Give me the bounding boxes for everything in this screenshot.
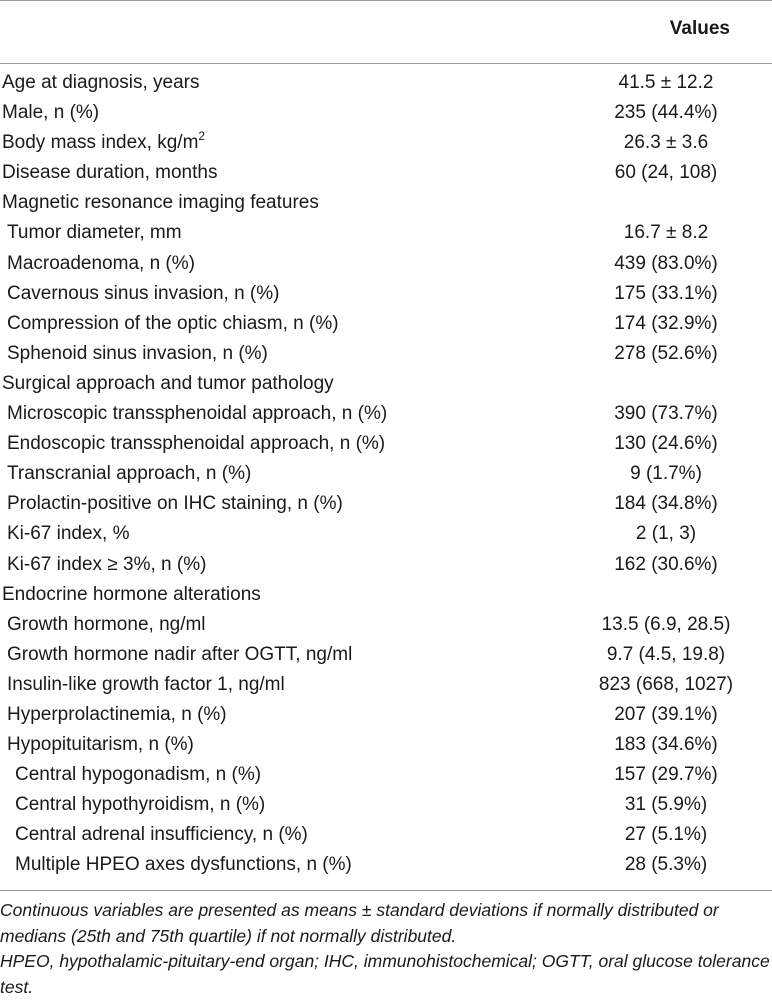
row-label bbox=[7, 519, 130, 549]
table-row bbox=[0, 700, 772, 730]
section-label bbox=[2, 369, 334, 399]
row-value: 235 (44.4%) bbox=[614, 102, 718, 124]
row-label-text: Compression of the optic chiasm, n (%) bbox=[7, 312, 339, 334]
row-label-text: Hyperprolactinemia, n (%) bbox=[7, 703, 227, 725]
section-header-row bbox=[0, 580, 772, 610]
row-label bbox=[7, 339, 268, 369]
row-value: 9 (1.7%) bbox=[630, 463, 702, 485]
header-divider-rule bbox=[0, 63, 772, 64]
row-label-text: Central hypogonadism, n (%) bbox=[15, 764, 262, 786]
table-row bbox=[0, 820, 772, 850]
row-label-text: Cavernous sinus invasion, n (%) bbox=[7, 282, 280, 304]
table-row bbox=[0, 670, 772, 700]
table-row bbox=[0, 429, 772, 459]
row-label bbox=[7, 670, 285, 700]
row-value: 16.7 ± 8.2 bbox=[623, 222, 709, 244]
row-value: 2 (1, 3) bbox=[635, 523, 697, 545]
table-row bbox=[0, 850, 772, 880]
row-label-text: Central adrenal insufficiency, n (%) bbox=[15, 824, 308, 846]
row-value: 9.7 (4.5, 19.8) bbox=[606, 643, 726, 665]
row-label-text: Microscopic transsphenoidal approach, n (%) bbox=[7, 403, 388, 425]
row-label-text: Endocrine hormone alterations bbox=[2, 583, 261, 605]
row-value: 60 (24, 108) bbox=[614, 162, 718, 184]
row-label bbox=[2, 98, 99, 128]
table-row bbox=[0, 399, 772, 429]
row-value: 390 (73.7%) bbox=[614, 403, 718, 425]
table-row bbox=[0, 218, 772, 248]
table-row bbox=[0, 158, 772, 188]
row-label bbox=[7, 399, 387, 429]
table-row bbox=[0, 339, 772, 369]
row-label-text: Disease duration, months bbox=[2, 162, 218, 184]
table-row bbox=[0, 459, 772, 489]
row-label-text: Body mass index, kg/m bbox=[2, 132, 199, 154]
row-value: 27 (5.1%) bbox=[624, 824, 708, 846]
row-value: 207 (39.1%) bbox=[614, 703, 718, 725]
row-value: 26.3 ± 3.6 bbox=[623, 132, 709, 154]
row-value: 184 (34.8%) bbox=[614, 493, 718, 515]
table-row bbox=[0, 640, 772, 670]
row-label-text: Surgical approach and tumor pathology bbox=[2, 372, 334, 394]
row-value: 162 (30.6%) bbox=[614, 553, 718, 575]
row-label-text: Ki-67 index ≥ 3%, n (%) bbox=[7, 553, 207, 575]
row-label bbox=[15, 820, 308, 850]
table-footnotes bbox=[0, 898, 772, 1000]
values-column-header: Values bbox=[669, 18, 730, 39]
row-label-text: Hypopituitarism, n (%) bbox=[7, 734, 194, 756]
table-row bbox=[0, 610, 772, 640]
row-label-text: Growth hormone nadir after OGTT, ng/ml bbox=[7, 643, 353, 665]
row-value: 175 (33.1%) bbox=[614, 282, 718, 304]
row-label bbox=[7, 459, 251, 489]
table-row bbox=[0, 279, 772, 309]
row-label bbox=[7, 700, 227, 730]
row-label bbox=[7, 218, 182, 248]
table-bottom-rule bbox=[0, 890, 772, 891]
row-value: 130 (24.6%) bbox=[614, 433, 718, 455]
table-row bbox=[0, 249, 772, 279]
table-body bbox=[0, 68, 772, 881]
row-label bbox=[2, 68, 200, 98]
table-row bbox=[0, 550, 772, 580]
row-label bbox=[15, 850, 352, 880]
table-row bbox=[0, 309, 772, 339]
table-row bbox=[0, 98, 772, 128]
row-label-text: Multiple HPEO axes dysfunctions, n (%) bbox=[15, 854, 352, 876]
row-label-text: Age at diagnosis, years bbox=[2, 72, 200, 93]
row-label-text: Macroadenoma, n (%) bbox=[7, 252, 195, 274]
row-label-text: Tumor diameter, mm bbox=[7, 222, 182, 244]
row-label bbox=[15, 790, 265, 820]
row-label-text: Male, n (%) bbox=[2, 102, 100, 124]
row-label-text: Prolactin-positive on IHC staining, n (%) bbox=[7, 493, 343, 515]
row-label bbox=[7, 309, 339, 339]
section-label bbox=[2, 188, 319, 218]
row-value: 439 (83.0%) bbox=[614, 252, 718, 274]
row-label bbox=[7, 489, 343, 519]
section-header-row bbox=[0, 188, 772, 218]
row-value: 31 (5.9%) bbox=[624, 794, 708, 816]
table-row bbox=[0, 489, 772, 519]
table-top-rule bbox=[0, 0, 772, 1]
row-label bbox=[2, 128, 205, 158]
table-row bbox=[0, 790, 772, 820]
row-label bbox=[2, 158, 217, 188]
row-value: 157 (29.7%) bbox=[614, 764, 718, 786]
table-row bbox=[0, 760, 772, 790]
row-label-text: Insulin-like growth factor 1, ng/ml bbox=[7, 673, 285, 695]
row-label bbox=[7, 429, 385, 459]
row-label-text: Ki-67 index, % bbox=[7, 523, 130, 545]
row-value: 28 (5.3%) bbox=[624, 854, 708, 876]
table-row bbox=[0, 730, 772, 760]
row-label-text: Growth hormone, ng/ml bbox=[7, 613, 206, 635]
row-label-text: Central hypothyroidism, n (%) bbox=[15, 794, 266, 816]
row-label bbox=[7, 249, 195, 279]
table-row bbox=[0, 128, 772, 158]
row-label bbox=[7, 279, 279, 309]
row-label bbox=[7, 550, 206, 580]
table-row bbox=[0, 68, 772, 98]
row-label bbox=[7, 640, 352, 670]
row-value: 41.5 ± 12.2 bbox=[618, 72, 714, 93]
row-label bbox=[7, 610, 206, 640]
row-label-text: Endoscopic transsphenoidal approach, n (%) bbox=[7, 433, 386, 455]
row-label-text: Sphenoid sinus invasion, n (%) bbox=[7, 342, 268, 364]
footnote-abbreviations: HPEO, hypothalamic-pituitary-end organ; IHC, immunohistochemical; OGTT, oral glucose tolerance test. bbox=[0, 951, 770, 997]
footnote-continuous-variables: Continuous variables are presented as means ± standard deviations if normally distributed or medians (25th and 75th quartile) if not normally distributed. bbox=[0, 900, 719, 946]
table-row bbox=[0, 519, 772, 549]
row-value: 13.5 (6.9, 28.5) bbox=[601, 613, 731, 635]
row-value: 823 (668, 1027) bbox=[598, 673, 734, 695]
row-label-text: Magnetic resonance imaging features bbox=[2, 192, 319, 214]
row-label-text: Transcranial approach, n (%) bbox=[7, 463, 252, 485]
row-value: 183 (34.6%) bbox=[614, 734, 718, 756]
table-header bbox=[0, 12, 772, 50]
row-label bbox=[7, 730, 194, 760]
row-value: 174 (32.9%) bbox=[614, 312, 718, 334]
section-label bbox=[2, 580, 261, 610]
section-header-row bbox=[0, 369, 772, 399]
row-value: 278 (52.6%) bbox=[614, 342, 718, 364]
row-label bbox=[15, 760, 261, 790]
superscript: 2 bbox=[198, 129, 206, 144]
